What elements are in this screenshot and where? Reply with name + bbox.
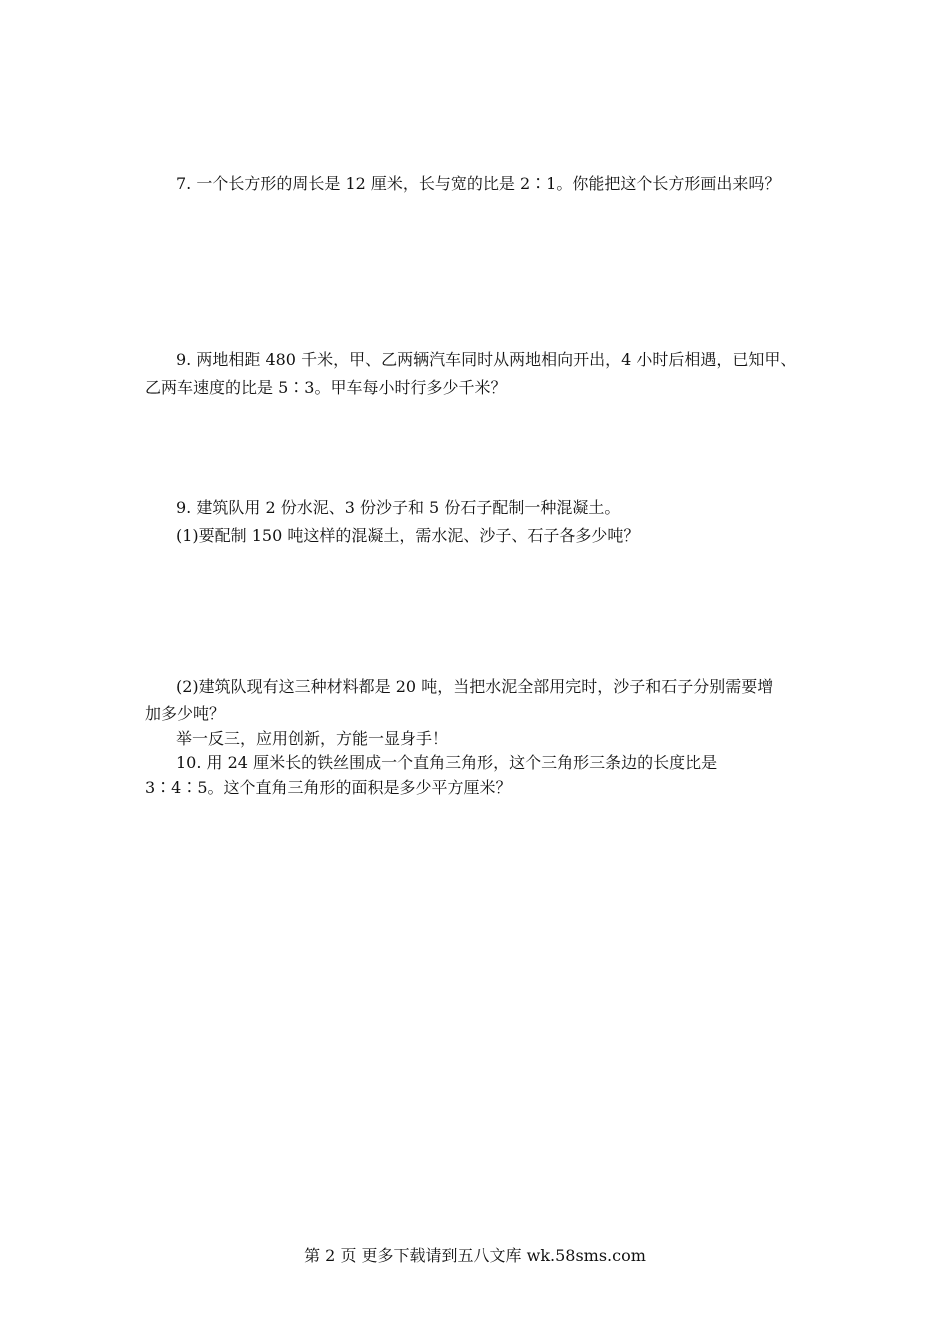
page-footer: 第 2 页 更多下载请到五八文库 wk.58sms.com [304,1246,646,1265]
question-7: 7. 一个长方形的周长是 12 厘米，长与宽的比是 2∶1。你能把这个长方形画出来吗？ [176,174,781,193]
question-10-line-2: 3∶4∶5。这个直角三角形的面积是多少平方厘米？ [145,778,512,797]
section-heading: 举一反三，应用创新，方能一显身手！ [176,729,449,748]
question-9b-part-2-line-2: 加多少吨？ [145,704,226,723]
question-9b-part-2-line-1: (2)建筑队现有这三种材料都是 20 吨，当把水泥全部用完时，沙子和石子分别需要增 [176,677,774,696]
question-9a-line-2: 乙两车速度的比是 5∶3。甲车每小时行多少千米？ [145,378,507,397]
question-9b-part-1: (1)要配制 150 吨这样的混凝土，需水泥、沙子、石子各多少吨？ [176,526,640,545]
question-9a-line-1: 9. 两地相距 480 千米，甲、乙两辆汽车同时从两地相向开出，4 小时后相遇，已知甲、 [176,350,797,369]
question-10-line-1: 10. 用 24 厘米长的铁丝围成一个直角三角形，这个三角形三条边的长度比是 [176,753,718,772]
question-9b-intro: 9. 建筑队用 2 份水泥、3 份沙子和 5 份石子配制一种混凝土。 [176,498,621,517]
